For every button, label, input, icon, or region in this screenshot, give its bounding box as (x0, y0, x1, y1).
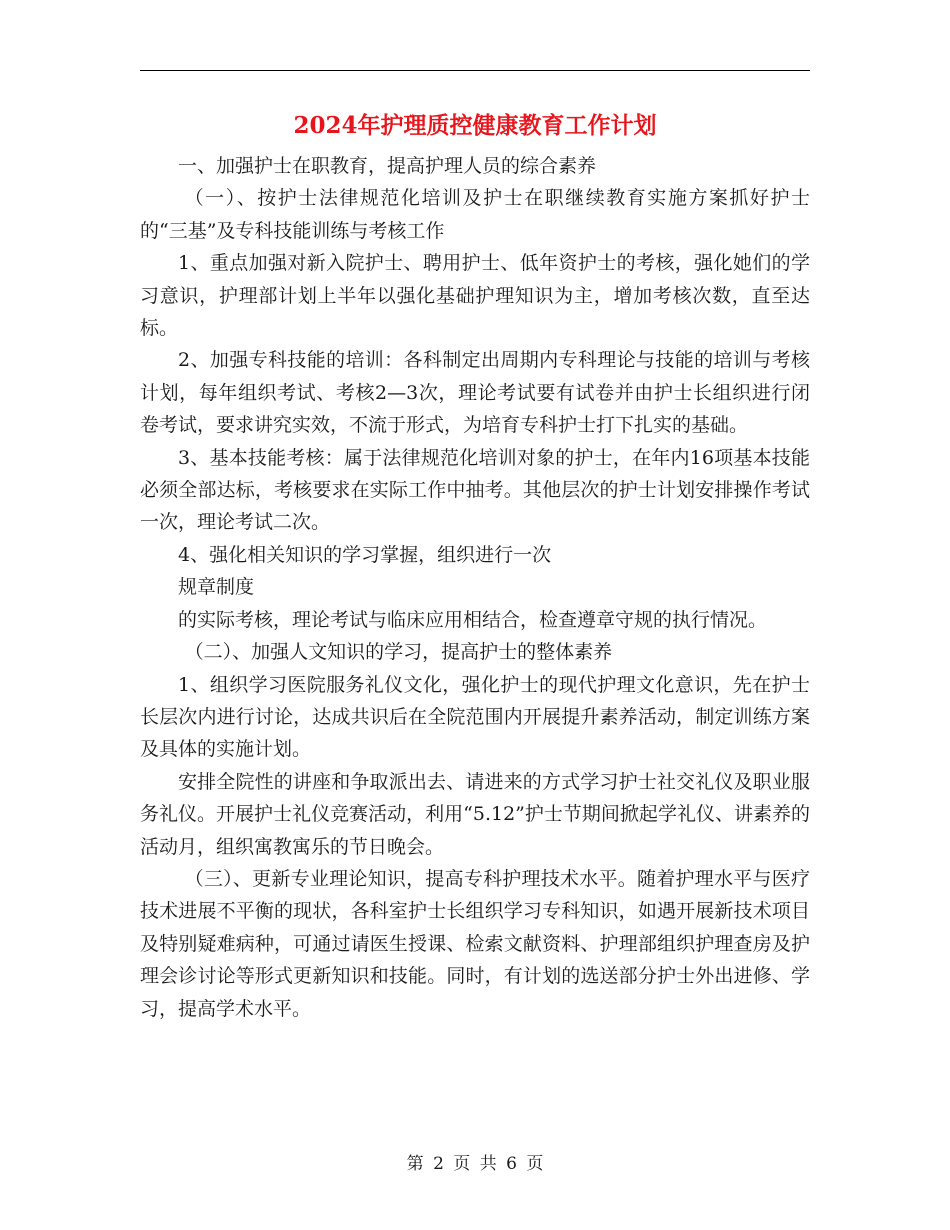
paragraph-fragment: 规章制度 (178, 576, 255, 599)
paragraph-etiquette-1: 1、组织学习医院服务礼仪文化，强化护士的现代护理文化意识，先在护士长层次内进行讨论，达成共识后在全院范围内开展提升素养活动，制定训练方案及具体的实施计划。 (140, 673, 810, 761)
paragraph-continuation: 的实际考核，理论考试与临床应用相结合，检查遵章守规的执行情况。 (178, 608, 768, 631)
subsection-heading-3: （三）、更新专业理论知识，提高专科护理技术水平。随着护理水平与医疗技术进展不平衡的现状，各科室护士长组织学习专科知识，如遇开展新技术项目及特别疑难病种，可通过请医生授课、检索文献资料、护理部组织护理查房及护理会诊讨论等形式更新知识和技能。同时，有计划的选送部分护士外出进修、学习，提高学术水平。 (140, 867, 810, 1020)
page-number-footer: 第 2 页 共 6 页 (406, 1154, 544, 1174)
document-body (140, 150, 810, 1025)
subsection-heading-2: （二）、加强人文知识的学习，提高护士的整体素养 (184, 641, 613, 664)
paragraph-item-4: 4、强化相关知识的学习掌握，组织进行一次 (178, 543, 552, 566)
document-title: 2024年护理质控健康教育工作计划 (293, 112, 657, 139)
subsection-heading-1: （一）、按护士法律规范化培训及护士在职继续教育实施方案抓好护士的“三基”及专科技能训练与考核工作 (140, 187, 810, 242)
paragraph-item-3: 3、基本技能考核：属于法律规范化培训对象的护士，在年内16项基本技能必须全部达标，考核要求在实际工作中抽考。其他层次的护士计划安排操作考试一次，理论考试二次。 (140, 446, 810, 534)
section-heading-1: 一、加强护士在职教育，提高护理人员的综合素养 (178, 155, 597, 177)
header-rule (140, 70, 810, 71)
paragraph-item-2: 2、加强专科技能的培训：各科制定出周期内专科理论与技能的培训与考核计划，每年组织考试、考核2—3次，理论考试要有试卷并由护士长组织进行闭卷考试，要求讲究实效，不流于形式，为培育专科护士打下扎实的基础。 (140, 349, 810, 437)
paragraph-etiquette-2: 安排全院性的讲座和争取派出去、请进来的方式学习护士社交礼仪及职业服务礼仪。开展护士礼仪竞赛活动，利用“5.12”护士节期间掀起学礼仪、讲素养的活动月，组织寓教寓乐的节日晚会。 (140, 770, 810, 858)
paragraph-item-1: 1、重点加强对新入院护士、聘用护士、低年资护士的考核，强化她们的学习意识，护理部计划上半年以强化基础护理知识为主，增加考核次数，直至达标。 (140, 252, 810, 340)
